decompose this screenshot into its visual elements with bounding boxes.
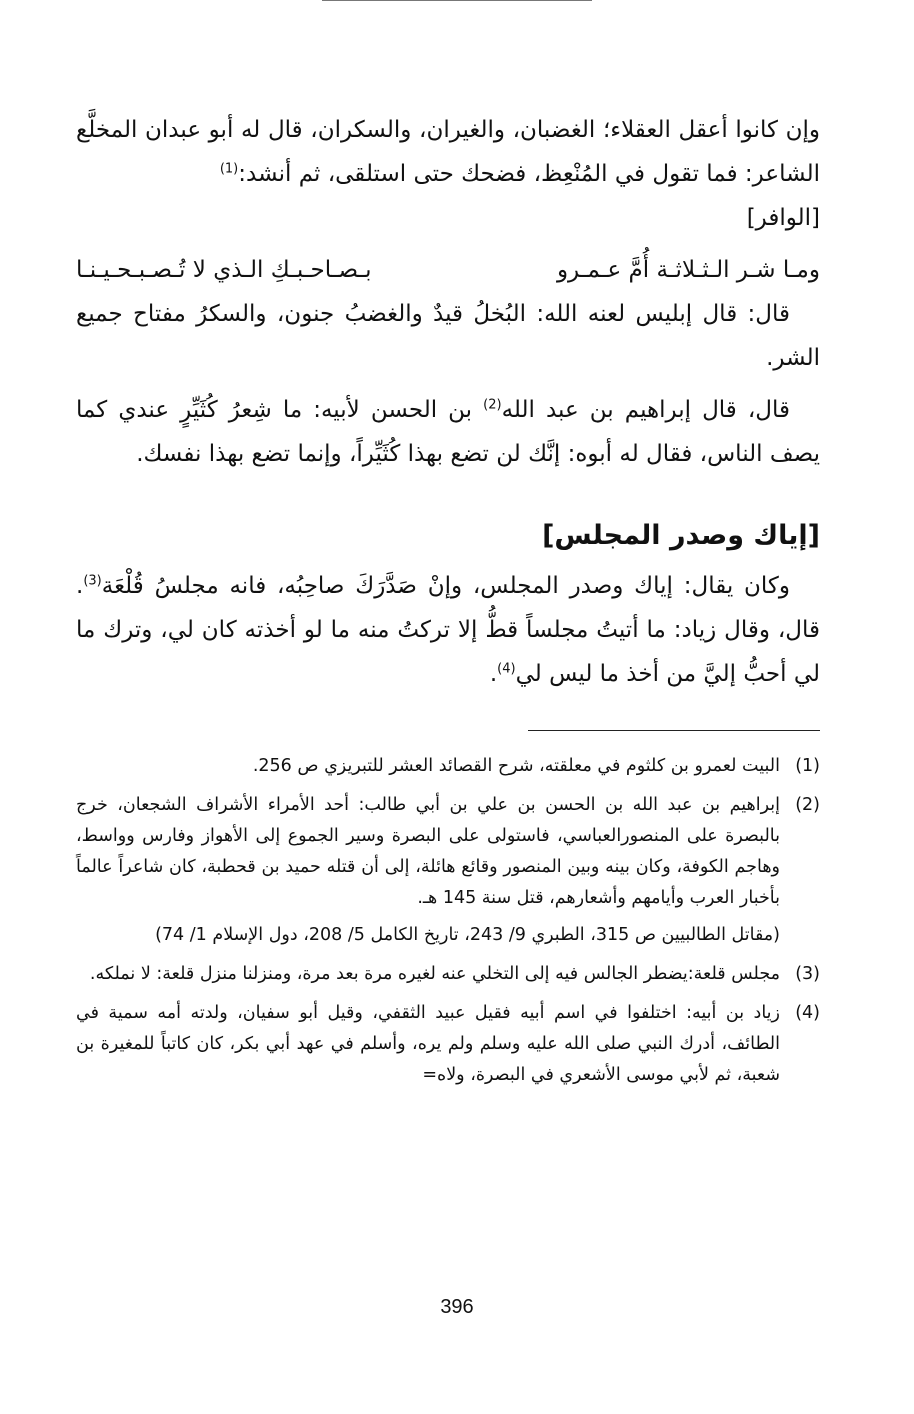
- footnote-1-number: (1): [795, 756, 820, 776]
- paragraph-1: [76, 108, 820, 240]
- footnote-3-number: (3): [795, 964, 820, 984]
- footnote-2-text: إبراهيم بن عبد الله بن الحسن بن علي بن أبي طالب: أحد الأمراء الأشراف الشجعان، خرج بالبصرة على المنصورالعباسي، فاستولى على البصرة وسير الجموع إلى الأهواز وفارس وواسط، وهاجم الكوفة، وكان بينه وبين المنصور وقائع هائلة، إلى أن قتله حميد بن قحطبة، كان شاعراً عالماً بأخبار العرب وأيامهم وأشعارهم، قتل سنة 145 هـ.: [76, 795, 780, 908]
- top-rule: [322, 0, 592, 1]
- paragraph-3: [76, 388, 820, 476]
- paragraph-4: [76, 564, 820, 696]
- verse-second-hemistich: بـصـاحـبـكِ الـذي لا تُـصـبـحـيـنـا: [76, 257, 372, 283]
- page-number: 396: [440, 1296, 474, 1318]
- footnote-4-text: زياد بن أبيه: اختلفوا في اسم أبيه فقيل عبيد الثقفي، وقيل أبو سفيان، ولدته أمه سمية في الطائف، أدرك النبي صلى الله عليه وسلم ولم يره، وأسلم في عهد أبي بكر، كان كاتباً للمغيرة بن شعبة، ثم لأبي موسى الأشعري في البصرة، ولاه=: [76, 1003, 780, 1085]
- paragraph-4-text-a: وكان يقال: إياك وصدر المجلس، وإنْ صَدَّرَكَ صاحِبُه، فانه مجلسُ قُلْعَة: [101, 573, 790, 599]
- footnote-2-sources: (مقاتل الطالبيين ص 315، الطبري 9/ 243، تاريخ الكامل 5/ 208، دول الإسلام 1/ 74): [155, 925, 780, 945]
- paragraph-3-text-a: قال، قال إبراهيم بن عبد الله: [501, 397, 790, 423]
- footnote-1: [76, 751, 820, 782]
- section-heading: [إياك وصدر المجلس]: [542, 520, 820, 551]
- footnote-separator: [528, 730, 820, 731]
- footnote-ref-3: (3): [83, 573, 102, 589]
- paragraph-1-text: وإن كانوا أعقل العقلاء؛ الغضبان، والغيران، والسكران، قال له أبو عبدان المخلَّع الشاعر: فما تقول في المُنْعِظ، فضحك حتى استلقى، ثم أنشد:: [76, 117, 820, 187]
- footnote-3-text: مجلس قلعة:يضطر الجالس فيه إلى التخلي عنه لغيره مرة بعد مرة، ومنزلنا منزل قلعة: لا نملكه.: [89, 964, 780, 984]
- footnote-4: [76, 998, 820, 1091]
- footnote-ref-1: (1): [219, 161, 239, 177]
- poetic-meter: [الوافر]: [746, 205, 820, 231]
- paragraph-4-text-b: . قال، وقال زياد: ما أتيتُ مجلساً قطُّ إلا تركتُ منه ما لو أخذته كان لي، وترك ما لي أحبُّ إليَّ من أخذ ما ليس لي: [76, 573, 820, 687]
- footnote-1-text: البيت لعمرو بن كلثوم في معلقته، شرح القصائد العشر للتبريزي ص 256.: [252, 756, 780, 776]
- footnote-4-number: (4): [795, 1003, 820, 1023]
- paragraph-4-text-c: .: [489, 661, 498, 687]
- poem-verse: [76, 248, 820, 292]
- paragraph-2: قال: قال إبليس لعنه الله: البُخلُ قيدٌ والغضبُ جنون، والسكرُ مفتاح جميع الشر.: [76, 301, 820, 371]
- footnote-2: [76, 790, 820, 951]
- footnote-ref-4: (4): [497, 661, 516, 677]
- paragraph-3-text-b: بن الحسن لأبيه: ما شِعرُ كُثَيِّرٍ عندي كما يصف الناس، فقال له أبوه: إنَّك لن تضع بهذا كُثَيِّراً، وإنما تضع بهذا نفسك.: [76, 397, 820, 467]
- footnote-ref-2: (2): [483, 397, 502, 413]
- verse-first-hemistich: ومـا شـر الـثـلاثـة أُمَّ عـمـرو: [556, 257, 820, 283]
- footnote-3: [76, 959, 820, 990]
- page-text: [76, 108, 820, 1099]
- footnote-2-number: (2): [795, 795, 820, 815]
